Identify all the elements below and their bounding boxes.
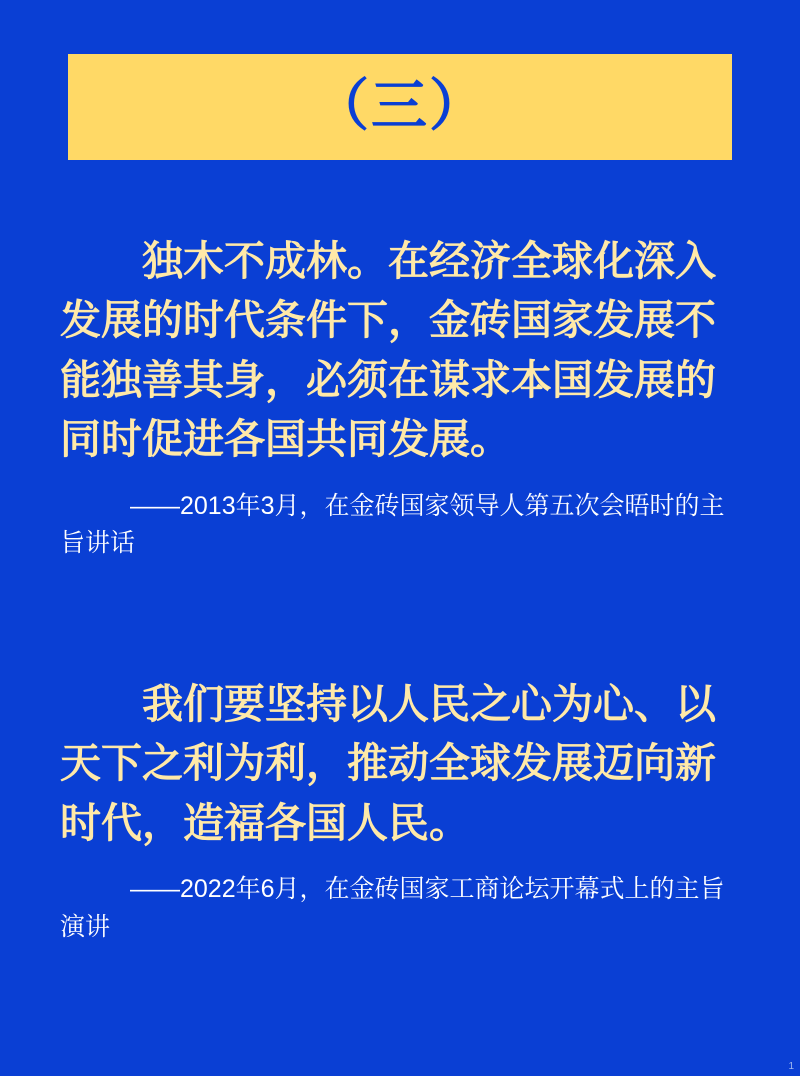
quote-block-1 — [60, 232, 744, 563]
header-banner — [68, 54, 732, 160]
quotes-container — [60, 232, 744, 996]
quote-text: 我们要坚持以人民之心为心、以天下之利为利，推动全球发展迈向新时代，造福各国人民。 — [60, 680, 716, 846]
quote-source: ——2013年3月，在金砖国家领导人第五次会晤时的主旨讲话 — [60, 491, 725, 558]
page-title: （三） — [313, 76, 487, 138]
quote-block-2 — [60, 675, 744, 946]
page-number: 1 — [788, 1061, 794, 1072]
quote-source: ——2022年6月，在金砖国家工商论坛开幕式上的主旨演讲 — [60, 875, 725, 941]
quote-text: 独木不成林。在经济全球化深入发展的时代条件下，金砖国家发展不能独善其身，必须在谋求本国发展的同时促进各国共同发展。 — [60, 238, 716, 463]
section-spacer — [60, 613, 744, 675]
